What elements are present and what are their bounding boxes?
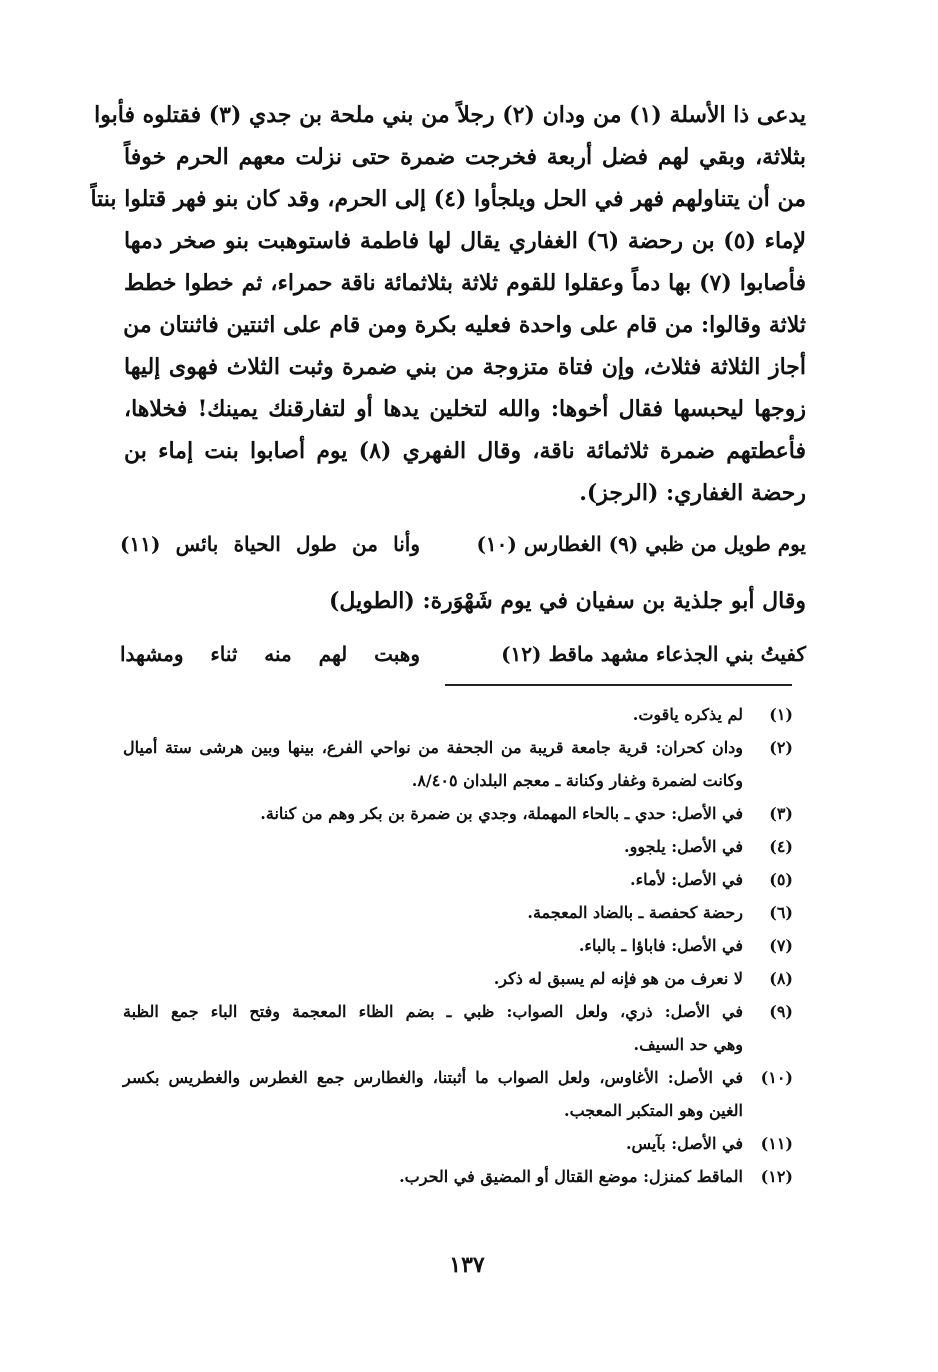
footnote-text: في الأصل: بآيس. [625, 1134, 743, 1153]
poem-intro-line: وقال أبو جلذية بن سفيان في يوم شَهْوَرة: (الطويل) [329, 588, 806, 614]
footnote-8 [123, 962, 793, 995]
footnote-text: في الأصل: يلجوو. [624, 837, 743, 856]
body-line-4: لإماء (٥) بن رحضة (٦) الغفاري يقال لها فاطمة فاستوهبت بنو صخر دمها [124, 228, 807, 254]
footnote-text: في الأصل: فاباؤا ـ بالباء. [578, 936, 743, 955]
footnote-text: في الأصل: لأماء. [630, 870, 743, 889]
footnote-text: في الأصل: ذري، ولعل الصواب: ظبي ـ بضم الظاء المعجمة وفتح الباء جمع الظبة [123, 1002, 743, 1021]
footnote-7 [123, 929, 793, 962]
footnote-number: (١٢) [760, 1167, 793, 1186]
footnote-number: (١١) [760, 1134, 793, 1153]
footnote-text: لا نعرف من هو فإنه لم يسبق له ذكر. [493, 969, 743, 988]
footnote-text: ودان كحران: قرية جامعة قريبة من الجحفة من نواحي الفرع، بينها وبين هرشى ستة أميال [123, 738, 743, 757]
footnote-number: (٨) [769, 969, 793, 988]
body-line-1: يدعى ذا الأسلة (١) من ودان (٢) رجلاً من بني ملحة بن جدي (٣) فقتلوه فأبوا [94, 102, 806, 128]
body-line-3: من أن يتناولهم فهر في الحل ويلجأوا (٤) إلى الحرم، وقد كان بنو فهر قتلوا بنتاً [90, 186, 806, 212]
body-line-2: بثلاثة، وبقي لهم فضل أربعة فخرجت ضمرة حتى نزلت معهم الحرم خوفاً [124, 144, 806, 170]
page-number-label: ١٣٧ [449, 1252, 485, 1278]
footnote-separator [445, 684, 792, 686]
footnote-5 [123, 863, 793, 896]
verse-line-2 [120, 634, 806, 674]
footnote-number: (٣) [769, 804, 793, 823]
footnote-number: (٢) [769, 738, 793, 757]
footnote-text: الماقط كمنزل: موضع القتال أو المضيق في الحرب. [399, 1167, 743, 1186]
footnote-number: (٩) [769, 1002, 793, 1021]
footnotes [123, 698, 793, 1193]
footnote-text: في الأصل: الأغاوس، ولعل الصواب ما أثبتنا، والغطارس جمع الغطرس والغطريس بكسر [123, 1068, 744, 1087]
verse-2-second-hemistich: وهبت لهم منه ثناء ومشهدا [120, 642, 420, 666]
footnote-3 [123, 797, 793, 830]
footnote-text: وكانت لضمرة وغفار وكنانة ـ معجم البلدان ٨/٤٠٥. [411, 771, 743, 790]
footnote-9 [123, 995, 793, 1061]
footnote-text: الغين وهو المتكبر المعجب. [564, 1101, 743, 1120]
body-line-8: زوجها ليحبسها فقال أخوها: والله لتخلين يدها أو لتفارقنك يمينك! فخلاها، [124, 396, 806, 422]
body-line-6: ثلاثة وقالوا: من قام على واحدة فعليه بكرة ومن قام على اثنتين فاثنتان من [123, 312, 806, 338]
body-line-9: فأعطتهم ضمرة ثلاثمائة ناقة، وقال الفهري (٨) يوم أصابوا بنت إماء بن [124, 438, 807, 464]
body-line-5: فأصابوا (٧) بها دماً وعقلوا للقوم ثلاثة بثلاثمائة ناقة حمراء، ثم خطوا خطط [124, 270, 806, 296]
footnote-number: (٤) [769, 837, 793, 856]
footnote-number: (٦) [769, 903, 793, 922]
footnote-10 [123, 1061, 793, 1127]
footnote-11 [123, 1127, 793, 1160]
footnote-number: (١٠) [760, 1068, 793, 1087]
verse-1-second-hemistich: وأنا من طول الحياة بائس (١١) [120, 532, 420, 556]
verse-2-first-hemistich: كفيتُ بني الجذعاء مشهد ماقط (١٢) [501, 642, 806, 666]
footnote-4 [123, 830, 793, 863]
footnote-text: لم يذكره ياقوت. [632, 705, 743, 724]
footnote-number: (٥) [769, 870, 793, 889]
footnote-6 [123, 896, 793, 929]
footnote-12 [123, 1160, 793, 1193]
main-text-block [90, 94, 807, 514]
body-line-10: رحضة الغفاري: (الرجز). [579, 480, 806, 506]
footnote-number: (١) [769, 705, 793, 724]
verse-line-1 [120, 524, 806, 564]
footnote-text: رحضة كحفصة ـ بالضاد المعجمة. [527, 903, 743, 922]
footnote-2 [123, 731, 793, 797]
verse-1-first-hemistich: يوم طويل من ظبي (٩) الغطارس (١٠) [476, 532, 806, 556]
footnote-text: في الأصل: حدي ـ بالحاء المهملة، وجدي بن ضمرة بن بكر وهم من كنانة. [260, 804, 743, 823]
body-line-7: أجاز الثلاثة فثلاث، وإن فتاة متزوجة من بني ضمرة وثبت الثلاث فهوى إليها [124, 354, 806, 380]
footnote-text: وهي حد السيف. [633, 1035, 743, 1054]
footnote-number: (٧) [769, 936, 793, 955]
page-number [0, 1248, 938, 1282]
footnote-1 [123, 698, 793, 731]
